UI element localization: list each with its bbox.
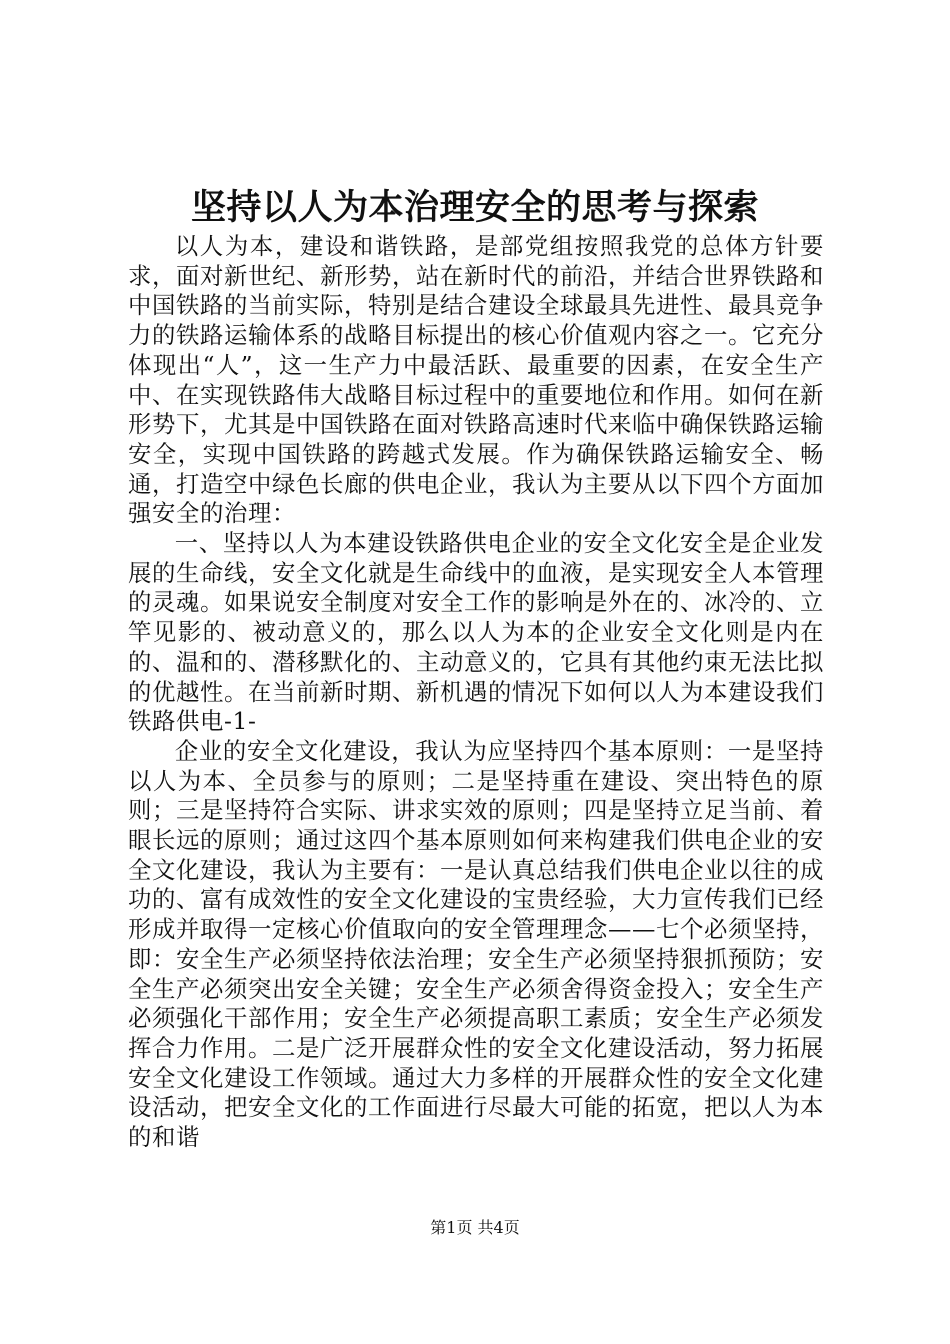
page-number-footer: 第1页 共4页 [430, 1218, 520, 1237]
paragraph-principles: 企业的安全文化建设，我认为应坚持四个基本原则：一是坚持以人为本、全员参与的原则；二是坚持重在建设、突出特色的原则；三是坚持符合实际、讲求实效的原则；四是坚持立足当前、着眼长远的原则；通过这四个基本原则如何来构建我们供电企业的安全文化建设，我认为主要有：一是认真总结我们供电企业以往的成功的、富有成效性的安全文化建设的宝贵经验，大力宣传我们已经形成并取得一定核心价值取向的安全管理理念——七个必须坚持，即：安全生产必须坚持依法治理；安全生产必须坚持狠抓预防；安全生产必须突出安全关键；安全生产必须舍得资金投入；安全生产必须强化干部作用；安全生产必须提高职工素质；安全生产必须发挥合力作用。二是广泛开展群众性的安全文化建设活动，努力拓展安全文化建设工作领域。通过大力多样的开展群众性的安全文化建设活动，把安全文化的工作面进行尽最大可能的拓宽，把以人为本的和谐 [128, 736, 824, 1152]
document-title: 坚持以人为本治理安全的思考与探索 [190, 187, 759, 228]
paragraph-section-one: 一、坚持以人为本建设铁路供电企业的安全文化安全是企业发展的生命线，安全文化就是生命线中的血液，是实现安全人本管理的灵魂。如果说安全制度对安全工作的影响是外在的、冰冷的、立竿见影的、被动意义的，那么以人为本的企业安全文化则是内在的、温和的、潜移默化的、主动意义的，它具有其他约束无法比拟的优越性。在当前新时期、新机遇的情况下如何以人为本建设我们铁路供电-1- [128, 529, 824, 736]
paragraph-intro: 以人为本，建设和谐铁路，是部党组按照我党的总体方针要求，面对新世纪、新形势，站在新时代的前沿，并结合世界铁路和中国铁路的当前实际，特别是结合建设全球最具先进性、最具竞争力的铁路运输体系的战略目标提出的核心价值观内容之一。它充分体现出“人”，这一生产力中最活跃、最重要的因素，在安全生产中、在实现铁路伟大战略目标过程中的重要地位和作用。如何在新形势下，尤其是中国铁路在面对铁路高速时代来临中确保铁路运输安全，实现中国铁路的跨越式发展。作为确保铁路运输安全、畅通，打造空中绿色长廊的供电企业，我认为主要从以下四个方面加强安全的治理： [128, 232, 824, 528]
document-body [128, 232, 824, 1153]
